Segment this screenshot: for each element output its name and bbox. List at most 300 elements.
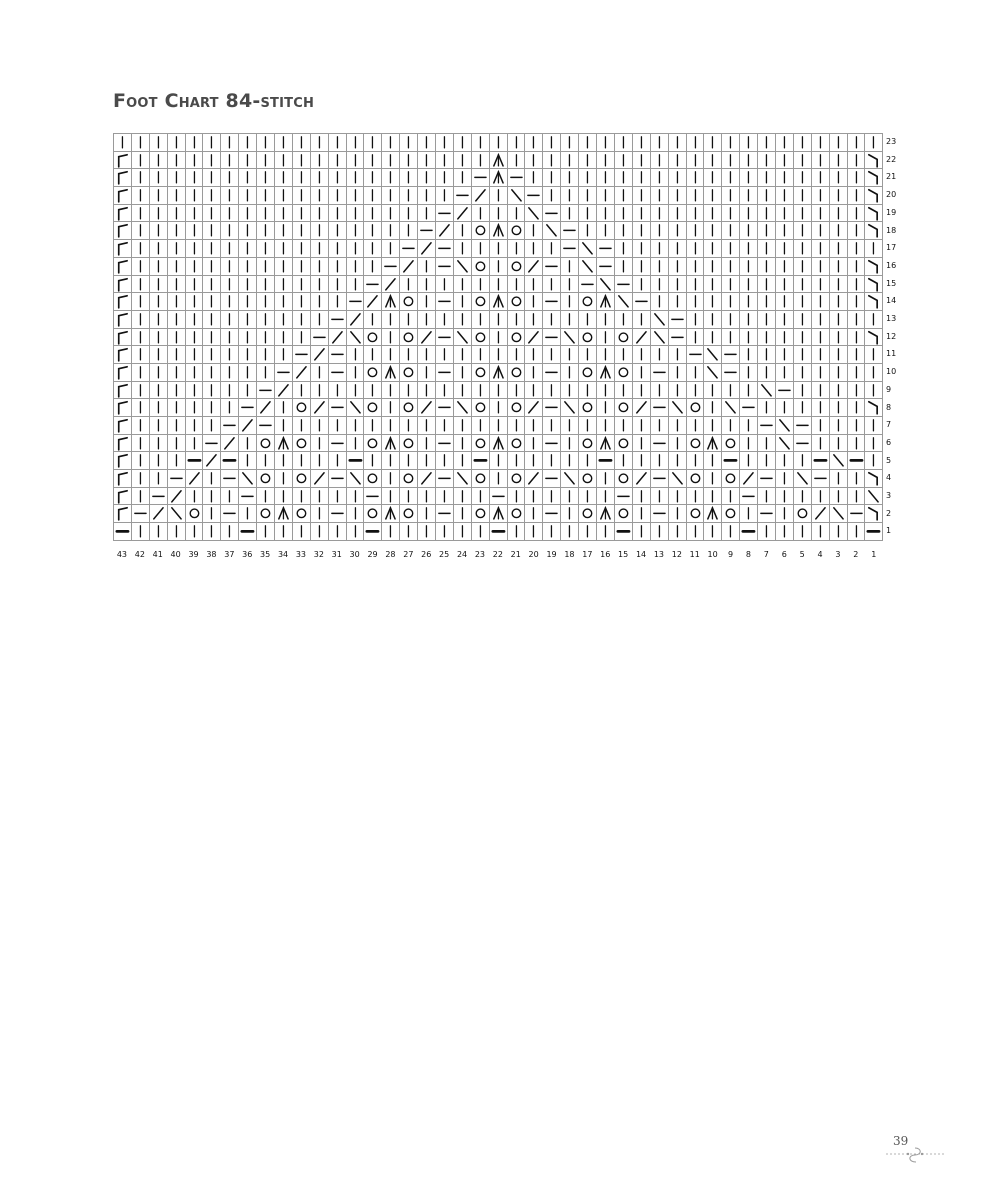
chart-cell bbox=[579, 417, 597, 435]
knit-symbol bbox=[812, 399, 829, 416]
knit-symbol bbox=[168, 399, 185, 416]
chart-cell bbox=[150, 417, 168, 435]
k2tog-symbol bbox=[740, 470, 757, 487]
purl-symbol bbox=[794, 435, 811, 452]
chart-cell bbox=[132, 276, 150, 294]
knit-symbol bbox=[633, 134, 650, 151]
chart-cell bbox=[651, 435, 669, 453]
chart-cell bbox=[722, 205, 740, 223]
k2tog-symbol bbox=[633, 470, 650, 487]
chart-cell bbox=[525, 205, 543, 223]
knit-symbol bbox=[490, 399, 507, 416]
chart-cell bbox=[203, 488, 221, 506]
chart-cell bbox=[454, 364, 472, 382]
chart-grid bbox=[113, 133, 883, 541]
k2tog-symbol bbox=[347, 311, 364, 328]
chart-cell bbox=[794, 311, 812, 329]
chart-cell bbox=[400, 435, 418, 453]
knit-symbol bbox=[776, 276, 793, 293]
chart-cell bbox=[311, 470, 329, 488]
chart-cell bbox=[239, 152, 257, 170]
chart-cell bbox=[347, 311, 365, 329]
knit-symbol bbox=[651, 240, 668, 257]
yarn-over-symbol bbox=[472, 399, 489, 416]
knit-symbol bbox=[239, 205, 256, 222]
chart-cell bbox=[132, 329, 150, 347]
knit-symbol bbox=[740, 435, 757, 452]
knit-symbol bbox=[848, 169, 865, 186]
knit-symbol bbox=[812, 222, 829, 239]
left-edge-decrease-symbol bbox=[114, 329, 131, 346]
chart-cell bbox=[848, 435, 866, 453]
knit-symbol bbox=[848, 258, 865, 275]
knit-symbol bbox=[382, 187, 399, 204]
chart-cell bbox=[615, 152, 633, 170]
knit-symbol bbox=[329, 134, 346, 151]
knit-symbol bbox=[132, 258, 149, 275]
chart-cell bbox=[311, 276, 329, 294]
knit-symbol bbox=[132, 346, 149, 363]
chart-cell bbox=[579, 152, 597, 170]
chart-cell bbox=[848, 346, 866, 364]
double-decrease-symbol bbox=[490, 222, 507, 239]
knit-symbol bbox=[669, 205, 686, 222]
chart-cell bbox=[794, 364, 812, 382]
chart-cell bbox=[114, 222, 132, 240]
knit-symbol bbox=[597, 417, 614, 434]
purl-symbol bbox=[651, 364, 668, 381]
knit-symbol bbox=[275, 169, 292, 186]
chart-cell bbox=[848, 382, 866, 400]
chart-cell bbox=[740, 205, 758, 223]
knit-symbol bbox=[382, 329, 399, 346]
chart-cell bbox=[776, 152, 794, 170]
knit-symbol bbox=[203, 276, 220, 293]
chart-cell bbox=[239, 276, 257, 294]
purl-symbol bbox=[812, 470, 829, 487]
knit-symbol bbox=[776, 169, 793, 186]
purl-symbol bbox=[364, 488, 381, 505]
chart-cell bbox=[794, 258, 812, 276]
purl-symbol bbox=[543, 399, 560, 416]
chart-cell bbox=[615, 346, 633, 364]
left-edge-decrease-symbol bbox=[114, 346, 131, 363]
knit-symbol bbox=[150, 452, 167, 469]
purl-symbol bbox=[257, 382, 274, 399]
knit-symbol bbox=[418, 346, 435, 363]
yarn-over-symbol bbox=[472, 329, 489, 346]
knit-symbol bbox=[704, 258, 721, 275]
column-number: 37 bbox=[224, 550, 235, 559]
chart-cell bbox=[687, 258, 705, 276]
chart-cell bbox=[865, 311, 883, 329]
chart-cell bbox=[186, 329, 204, 347]
chart-cell bbox=[525, 435, 543, 453]
knit-symbol bbox=[830, 523, 847, 540]
chart-cell bbox=[508, 329, 526, 347]
knit-symbol bbox=[382, 311, 399, 328]
ssk-symbol bbox=[704, 364, 721, 381]
knit-symbol bbox=[186, 222, 203, 239]
chart-cell bbox=[740, 293, 758, 311]
chart-cell bbox=[293, 152, 311, 170]
chart-cell bbox=[257, 134, 275, 152]
knit-symbol bbox=[848, 382, 865, 399]
chart-cell bbox=[132, 205, 150, 223]
knit-symbol bbox=[758, 222, 775, 239]
knit-symbol bbox=[597, 205, 614, 222]
knit-symbol bbox=[579, 222, 596, 239]
yarn-over-symbol bbox=[400, 329, 417, 346]
purl-symbol bbox=[561, 240, 578, 257]
bold-purl-symbol bbox=[722, 452, 739, 469]
chart-cell bbox=[490, 222, 508, 240]
knit-symbol bbox=[311, 169, 328, 186]
knit-symbol bbox=[830, 205, 847, 222]
knit-symbol bbox=[830, 488, 847, 505]
chart-cell bbox=[508, 293, 526, 311]
chart-cell bbox=[364, 258, 382, 276]
chart-cell bbox=[436, 276, 454, 294]
chart-cell bbox=[490, 134, 508, 152]
yarn-over-symbol bbox=[257, 505, 274, 522]
left-edge-decrease-symbol bbox=[114, 382, 131, 399]
chart-cell bbox=[221, 417, 239, 435]
knit-symbol bbox=[669, 276, 686, 293]
chart-cell bbox=[239, 470, 257, 488]
chart-cell bbox=[651, 399, 669, 417]
chart-cell bbox=[830, 134, 848, 152]
yarn-over-symbol bbox=[722, 505, 739, 522]
left-edge-decrease-symbol bbox=[114, 293, 131, 310]
knit-symbol bbox=[221, 240, 238, 257]
knit-symbol bbox=[848, 329, 865, 346]
knit-symbol bbox=[633, 152, 650, 169]
chart-cell bbox=[722, 505, 740, 523]
ssk-symbol bbox=[454, 329, 471, 346]
chart-cell bbox=[830, 488, 848, 506]
chart-cell bbox=[597, 134, 615, 152]
chart-cell bbox=[651, 488, 669, 506]
chart-cell bbox=[633, 152, 651, 170]
knit-symbol bbox=[579, 152, 596, 169]
chart-cell bbox=[329, 523, 347, 541]
chart-cell bbox=[776, 399, 794, 417]
knit-symbol bbox=[293, 382, 310, 399]
chart-cell bbox=[794, 329, 812, 347]
chart-cell bbox=[579, 346, 597, 364]
chart-cell bbox=[132, 364, 150, 382]
chart-cell bbox=[329, 505, 347, 523]
k2tog-symbol bbox=[203, 452, 220, 469]
yarn-over-symbol bbox=[615, 364, 632, 381]
chart-cell bbox=[561, 488, 579, 506]
knit-symbol bbox=[275, 311, 292, 328]
chart-cell bbox=[597, 240, 615, 258]
knit-symbol bbox=[615, 240, 632, 257]
column-number: 31 bbox=[331, 550, 342, 559]
yarn-over-symbol bbox=[293, 399, 310, 416]
double-decrease-symbol bbox=[490, 364, 507, 381]
chart-cell bbox=[203, 417, 221, 435]
chart-cell bbox=[418, 417, 436, 435]
knit-symbol bbox=[794, 222, 811, 239]
chart-cell bbox=[293, 382, 311, 400]
chart-cell bbox=[651, 205, 669, 223]
knit-symbol bbox=[561, 293, 578, 310]
purl-symbol bbox=[329, 435, 346, 452]
chart-cell bbox=[221, 258, 239, 276]
knit-symbol bbox=[203, 417, 220, 434]
chart-cell bbox=[400, 399, 418, 417]
chart-cell bbox=[382, 364, 400, 382]
knit-symbol bbox=[812, 152, 829, 169]
chart-cell bbox=[687, 364, 705, 382]
knit-symbol bbox=[293, 222, 310, 239]
chart-cell bbox=[794, 346, 812, 364]
row-number: 3 bbox=[886, 491, 892, 500]
chart-cell bbox=[848, 258, 866, 276]
chart-cell bbox=[615, 293, 633, 311]
k2tog-symbol bbox=[311, 346, 328, 363]
knit-symbol bbox=[669, 258, 686, 275]
knit-symbol bbox=[436, 311, 453, 328]
chart-cell bbox=[633, 240, 651, 258]
chart-cell bbox=[168, 222, 186, 240]
knit-symbol bbox=[418, 276, 435, 293]
chart-cell bbox=[454, 346, 472, 364]
chart-cell bbox=[293, 329, 311, 347]
knit-symbol bbox=[257, 134, 274, 151]
knit-symbol bbox=[794, 399, 811, 416]
purl-symbol bbox=[436, 505, 453, 522]
right-edge-decrease-symbol bbox=[865, 187, 882, 204]
ssk-symbol bbox=[669, 470, 686, 487]
knit-symbol bbox=[525, 152, 542, 169]
knit-symbol bbox=[347, 346, 364, 363]
chart-cell bbox=[848, 276, 866, 294]
chart-cell bbox=[132, 311, 150, 329]
chart-cell bbox=[150, 205, 168, 223]
chart-cell bbox=[203, 452, 221, 470]
knit-symbol bbox=[329, 169, 346, 186]
chart-cell bbox=[454, 329, 472, 347]
knit-symbol bbox=[221, 399, 238, 416]
knit-symbol bbox=[150, 346, 167, 363]
column-number: 21 bbox=[510, 550, 521, 559]
chart-cell bbox=[347, 452, 365, 470]
chart-cell bbox=[848, 470, 866, 488]
knit-symbol bbox=[275, 258, 292, 275]
right-edge-decrease-symbol bbox=[865, 222, 882, 239]
knit-symbol bbox=[311, 523, 328, 540]
row-number: 19 bbox=[886, 207, 897, 217]
knit-symbol bbox=[347, 488, 364, 505]
knit-symbol bbox=[311, 187, 328, 204]
chart-cell bbox=[418, 293, 436, 311]
yarn-over-symbol bbox=[400, 399, 417, 416]
knit-symbol bbox=[418, 452, 435, 469]
purl-symbol bbox=[454, 187, 471, 204]
knit-symbol bbox=[221, 276, 238, 293]
chart-cell bbox=[132, 523, 150, 541]
chart-cell bbox=[830, 346, 848, 364]
chart-cell bbox=[508, 505, 526, 523]
chart-cell bbox=[132, 134, 150, 152]
knit-symbol bbox=[830, 435, 847, 452]
purl-symbol bbox=[329, 346, 346, 363]
knit-symbol bbox=[150, 152, 167, 169]
chart-cell bbox=[830, 505, 848, 523]
chart-cell bbox=[579, 258, 597, 276]
column-number: 20 bbox=[528, 550, 539, 559]
chart-cell bbox=[239, 222, 257, 240]
chart-cell bbox=[704, 523, 722, 541]
chart-cell bbox=[382, 523, 400, 541]
yarn-over-symbol bbox=[722, 435, 739, 452]
chart-cell bbox=[865, 435, 883, 453]
knit-symbol bbox=[436, 417, 453, 434]
chart-cell bbox=[561, 399, 579, 417]
chart-cell bbox=[436, 470, 454, 488]
chart-cell bbox=[812, 417, 830, 435]
chart-cell bbox=[293, 134, 311, 152]
knit-symbol bbox=[150, 222, 167, 239]
k2tog-symbol bbox=[525, 329, 542, 346]
chart-cell bbox=[704, 364, 722, 382]
chart-cell bbox=[812, 505, 830, 523]
knit-symbol bbox=[257, 276, 274, 293]
knit-symbol bbox=[490, 311, 507, 328]
chart-cell bbox=[704, 205, 722, 223]
knit-symbol bbox=[704, 293, 721, 310]
chart-cell bbox=[257, 311, 275, 329]
chart-cell bbox=[436, 417, 454, 435]
knit-symbol bbox=[293, 488, 310, 505]
chart-cell bbox=[740, 488, 758, 506]
chart-cell bbox=[830, 452, 848, 470]
chart-cell bbox=[687, 470, 705, 488]
chart-cell bbox=[561, 258, 579, 276]
chart-cell bbox=[615, 399, 633, 417]
knit-symbol bbox=[597, 169, 614, 186]
chart-cell bbox=[364, 169, 382, 187]
knit-symbol bbox=[687, 329, 704, 346]
yarn-over-symbol bbox=[364, 505, 381, 522]
knit-symbol bbox=[472, 134, 489, 151]
knit-symbol bbox=[203, 382, 220, 399]
chart-cell bbox=[186, 258, 204, 276]
chart-cell bbox=[150, 293, 168, 311]
chart-cell bbox=[543, 169, 561, 187]
knit-symbol bbox=[132, 364, 149, 381]
purl-symbol bbox=[561, 222, 578, 239]
knit-symbol bbox=[651, 417, 668, 434]
knit-symbol bbox=[848, 293, 865, 310]
chart-cell bbox=[275, 240, 293, 258]
knit-symbol bbox=[722, 258, 739, 275]
row-number: 8 bbox=[886, 402, 892, 412]
chart-cell bbox=[472, 311, 490, 329]
purl-symbol bbox=[776, 382, 793, 399]
chart-cell bbox=[114, 399, 132, 417]
chart-cell bbox=[203, 399, 221, 417]
knit-symbol bbox=[132, 205, 149, 222]
knit-symbol bbox=[132, 152, 149, 169]
ssk-symbol bbox=[347, 399, 364, 416]
knit-symbol bbox=[830, 222, 847, 239]
knit-symbol bbox=[329, 293, 346, 310]
knit-symbol bbox=[293, 205, 310, 222]
chart-cell bbox=[722, 152, 740, 170]
knit-symbol bbox=[508, 417, 525, 434]
chart-cell bbox=[794, 382, 812, 400]
knit-symbol bbox=[382, 382, 399, 399]
k2tog-symbol bbox=[221, 435, 238, 452]
chart-cell bbox=[114, 258, 132, 276]
chart-cell bbox=[722, 470, 740, 488]
bold-purl-symbol bbox=[865, 523, 882, 540]
knit-symbol bbox=[669, 382, 686, 399]
knit-symbol bbox=[400, 452, 417, 469]
knit-symbol bbox=[168, 276, 185, 293]
knit-symbol bbox=[418, 134, 435, 151]
knit-symbol bbox=[203, 134, 220, 151]
knit-symbol bbox=[400, 311, 417, 328]
knit-symbol bbox=[722, 169, 739, 186]
chart-cell bbox=[293, 258, 311, 276]
knit-symbol bbox=[561, 311, 578, 328]
chart-cell bbox=[221, 505, 239, 523]
knit-symbol bbox=[203, 293, 220, 310]
knit-symbol bbox=[347, 258, 364, 275]
chart-cell bbox=[722, 399, 740, 417]
knit-symbol bbox=[257, 452, 274, 469]
chart-cell bbox=[400, 258, 418, 276]
chart-cell bbox=[257, 205, 275, 223]
knit-symbol bbox=[329, 276, 346, 293]
chart-cell bbox=[400, 382, 418, 400]
knit-symbol bbox=[561, 169, 578, 186]
knit-symbol bbox=[221, 293, 238, 310]
knit-symbol bbox=[651, 134, 668, 151]
chart-cell bbox=[382, 470, 400, 488]
knit-symbol bbox=[812, 364, 829, 381]
chart-cell bbox=[454, 417, 472, 435]
knit-symbol bbox=[472, 417, 489, 434]
chart-cell bbox=[687, 505, 705, 523]
knit-symbol bbox=[418, 523, 435, 540]
chart-cell bbox=[132, 452, 150, 470]
chart-cell bbox=[275, 152, 293, 170]
chart-cell bbox=[669, 346, 687, 364]
knit-symbol bbox=[490, 470, 507, 487]
chart-cell bbox=[490, 276, 508, 294]
chart-cell bbox=[687, 488, 705, 506]
knit-symbol bbox=[454, 364, 471, 381]
knit-symbol bbox=[561, 452, 578, 469]
knit-symbol bbox=[257, 169, 274, 186]
knit-symbol bbox=[830, 311, 847, 328]
purl-symbol bbox=[508, 169, 525, 186]
chart-cell bbox=[722, 523, 740, 541]
chart-cell bbox=[740, 399, 758, 417]
chart-cell bbox=[525, 523, 543, 541]
chart-cell bbox=[740, 258, 758, 276]
chart-cell bbox=[168, 276, 186, 294]
chart-cell bbox=[490, 152, 508, 170]
knit-symbol bbox=[704, 488, 721, 505]
